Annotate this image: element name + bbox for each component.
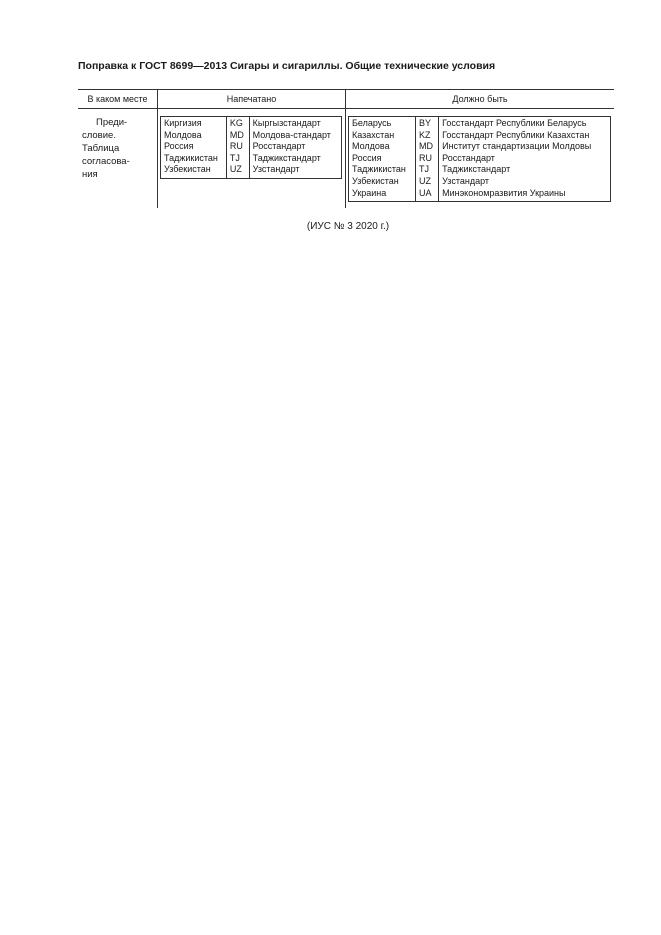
page-title: Поправка к ГОСТ 8699—2013 Сигары и сигариллы. Общие технические условия (78, 60, 496, 72)
table-row (161, 164, 342, 178)
table-row (161, 117, 342, 130)
table-row (349, 176, 611, 188)
code-cell: UZ (415, 176, 438, 188)
column-divider-2 (345, 89, 346, 208)
country-cell: Таджикистан (164, 152, 218, 163)
org-cell: Росстандарт (249, 141, 341, 153)
table-row (349, 164, 611, 176)
code-cell: KZ (415, 130, 438, 142)
country-cell: Узбекистан (352, 175, 399, 186)
where-cell (82, 116, 142, 181)
org-cell: Росстандарт (439, 153, 611, 165)
code-cell: MD (415, 141, 438, 153)
table-top-rule (78, 89, 614, 90)
country-cell: Казахстан (352, 129, 395, 140)
org-cell: Минэкономразвития Украины (439, 188, 611, 202)
country-cell: Украина (352, 187, 387, 198)
country-cell: Беларусь (352, 118, 392, 128)
where-line: Преди- (96, 117, 128, 128)
header-where: В каком месте (87, 94, 148, 104)
code-cell: TJ (415, 164, 438, 176)
table-row (349, 130, 611, 142)
country-cell: Киргизия (164, 118, 202, 128)
code-cell: RU (226, 141, 249, 153)
table-row (349, 141, 611, 153)
org-cell: Госстандарт Республики Казахстан (439, 130, 611, 142)
org-cell: Узстандарт (249, 164, 341, 178)
table-row (349, 153, 611, 165)
where-line: Таблица (82, 143, 120, 154)
header-printed: Напечатано (226, 94, 277, 104)
table-header-rule (78, 108, 614, 109)
country-cell: Таджикистан (352, 164, 406, 175)
org-cell: Институт стандартизации Молдовы (439, 141, 611, 153)
org-cell: Молдова-стандарт (249, 130, 341, 142)
country-cell: Молдова (164, 129, 202, 140)
where-line: согласова- (82, 156, 130, 167)
country-cell: Россия (352, 152, 382, 163)
table-row (349, 188, 611, 202)
where-line: ния (82, 169, 98, 180)
org-cell: Таджикстандарт (249, 153, 341, 165)
table-row (349, 117, 611, 130)
code-cell: UZ (226, 164, 249, 178)
header-should-be: Должно быть (452, 94, 508, 104)
column-divider-1 (157, 89, 158, 208)
where-line: словие. (82, 130, 116, 141)
org-cell: Госстандарт Республики Беларусь (439, 117, 611, 130)
org-cell: Таджикстандарт (439, 164, 611, 176)
issue-reference: (ИУС № 3 2020 г.) (306, 221, 390, 232)
code-cell: MD (226, 130, 249, 142)
code-cell: BY (415, 117, 438, 130)
table-row (161, 141, 342, 153)
printed-table (160, 116, 342, 179)
org-cell: Узстандарт (439, 176, 611, 188)
country-cell: Россия (164, 141, 194, 152)
code-cell: RU (415, 153, 438, 165)
country-cell: Молдова (352, 141, 390, 152)
code-cell: KG (226, 117, 249, 130)
org-cell: Кыргызстандарт (249, 117, 341, 130)
code-cell: UA (415, 188, 438, 202)
table-row (161, 130, 342, 142)
should-be-table (348, 116, 611, 202)
table-row (161, 153, 342, 165)
code-cell: TJ (226, 153, 249, 165)
country-cell: Узбекистан (164, 164, 211, 175)
